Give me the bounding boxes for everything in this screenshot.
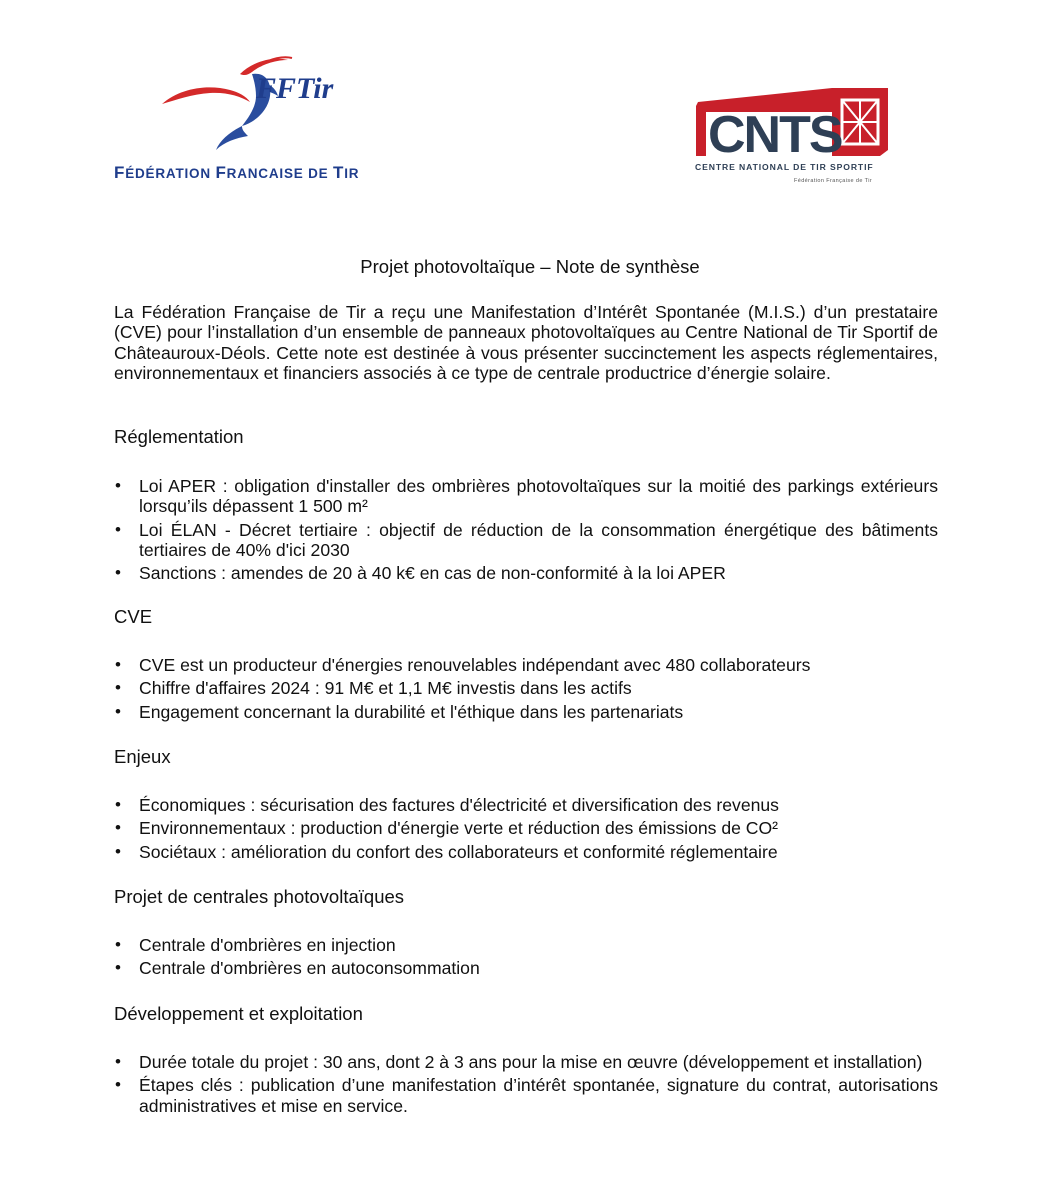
cnts-federation: Fédération Française de Tir (794, 178, 873, 184)
cnts-mark-icon (692, 86, 892, 164)
section-heading-enjeux: Enjeux (114, 746, 171, 767)
ffl-logo (112, 52, 372, 187)
intro-paragraph: La Fédération Française de Tir a reçu une Manifestation d’Intérêt Spontanée (M.I.S.) d’un prestataire (CVE) pour l’installation d’un ensemble de panneaux photovoltaïques au Centre National de Tir Sportif de Châteauroux-Déols. Cette note est destinée à vous présenter succinctement les aspects réglementaires, environnementaux et financiers associés à ce type de centrale productrice d’énergie solaire. (114, 302, 938, 383)
list-item: • Étapes clés : publication d’une manifestation d’intérêt spontanée, signature du contrat, autorisations administratives et mise en service. (115, 1075, 938, 1116)
list-item: • Sociétaux : amélioration du confort des collaborateurs et conformité réglementaire (115, 841, 778, 862)
section-list-developpement (114, 1052, 938, 1119)
list-item: • CVE est un producteur d'énergies renouvelables indépendant avec 480 collaborateurs (115, 655, 811, 675)
rooster-icon (160, 52, 334, 152)
list-item: • Économiques : sécurisation des factures d'électricité et diversification des revenus (115, 795, 779, 815)
section-heading-projet: Projet de centrales photovoltaïques (114, 886, 405, 907)
document-title: Projet photovoltaïque – Note de synthèse (360, 256, 700, 277)
section-list-reglementation (114, 476, 938, 586)
list-item: • Sanctions : amendes de 20 à 40 k€ en cas de non-conformité à la loi APER (115, 563, 726, 584)
list-item: • Centrale d'ombrières en injection (115, 935, 396, 955)
section-heading-cve: CVE (114, 606, 153, 627)
list-item: • Engagement concernant la durabilité et l'éthique dans les partenariats (115, 701, 684, 722)
list-item: • Centrale d'ombrières en autoconsommation (115, 958, 480, 979)
ffl-name: FÉDÉRATION FRANCAISE DE TIR (114, 163, 360, 182)
list-item: • Loi ÉLAN - Décret tertiaire : objectif de réduction de la consommation énergétique des bâtiments tertiaires de 40% d'ici 2030 (115, 519, 938, 560)
cnts-logo (692, 86, 897, 190)
list-item: • Chiffre d'affaires 2024 : 91 M€ et 1,1 M€ investis dans les actifs (115, 678, 632, 699)
section-list-enjeux (114, 795, 938, 865)
cnts-subtitle: CENTRE NATIONAL DE TIR SPORTIF (695, 162, 874, 172)
ffl-mark-letters: FFTir (256, 72, 334, 105)
section-heading-developpement: Développement et exploitation (114, 1003, 363, 1024)
list-item: • Loi APER : obligation d'installer des ombrières photovoltaïques sur la moitié des parkings extérieurs lorsqu’ils dépassent 1 500 m² (115, 476, 938, 517)
cnts-letters: CNTS (708, 106, 842, 164)
section-list-projet (114, 935, 938, 982)
section-heading-reglementation: Réglementation (114, 426, 244, 447)
section-list-cve (114, 655, 938, 725)
list-item: • Durée totale du projet : 30 ans, dont 2 à 3 ans pour la mise en œuvre (développement et installation) (115, 1052, 923, 1072)
list-item: • Environnementaux : production d'énergie verte et réduction des émissions de CO² (115, 818, 779, 839)
